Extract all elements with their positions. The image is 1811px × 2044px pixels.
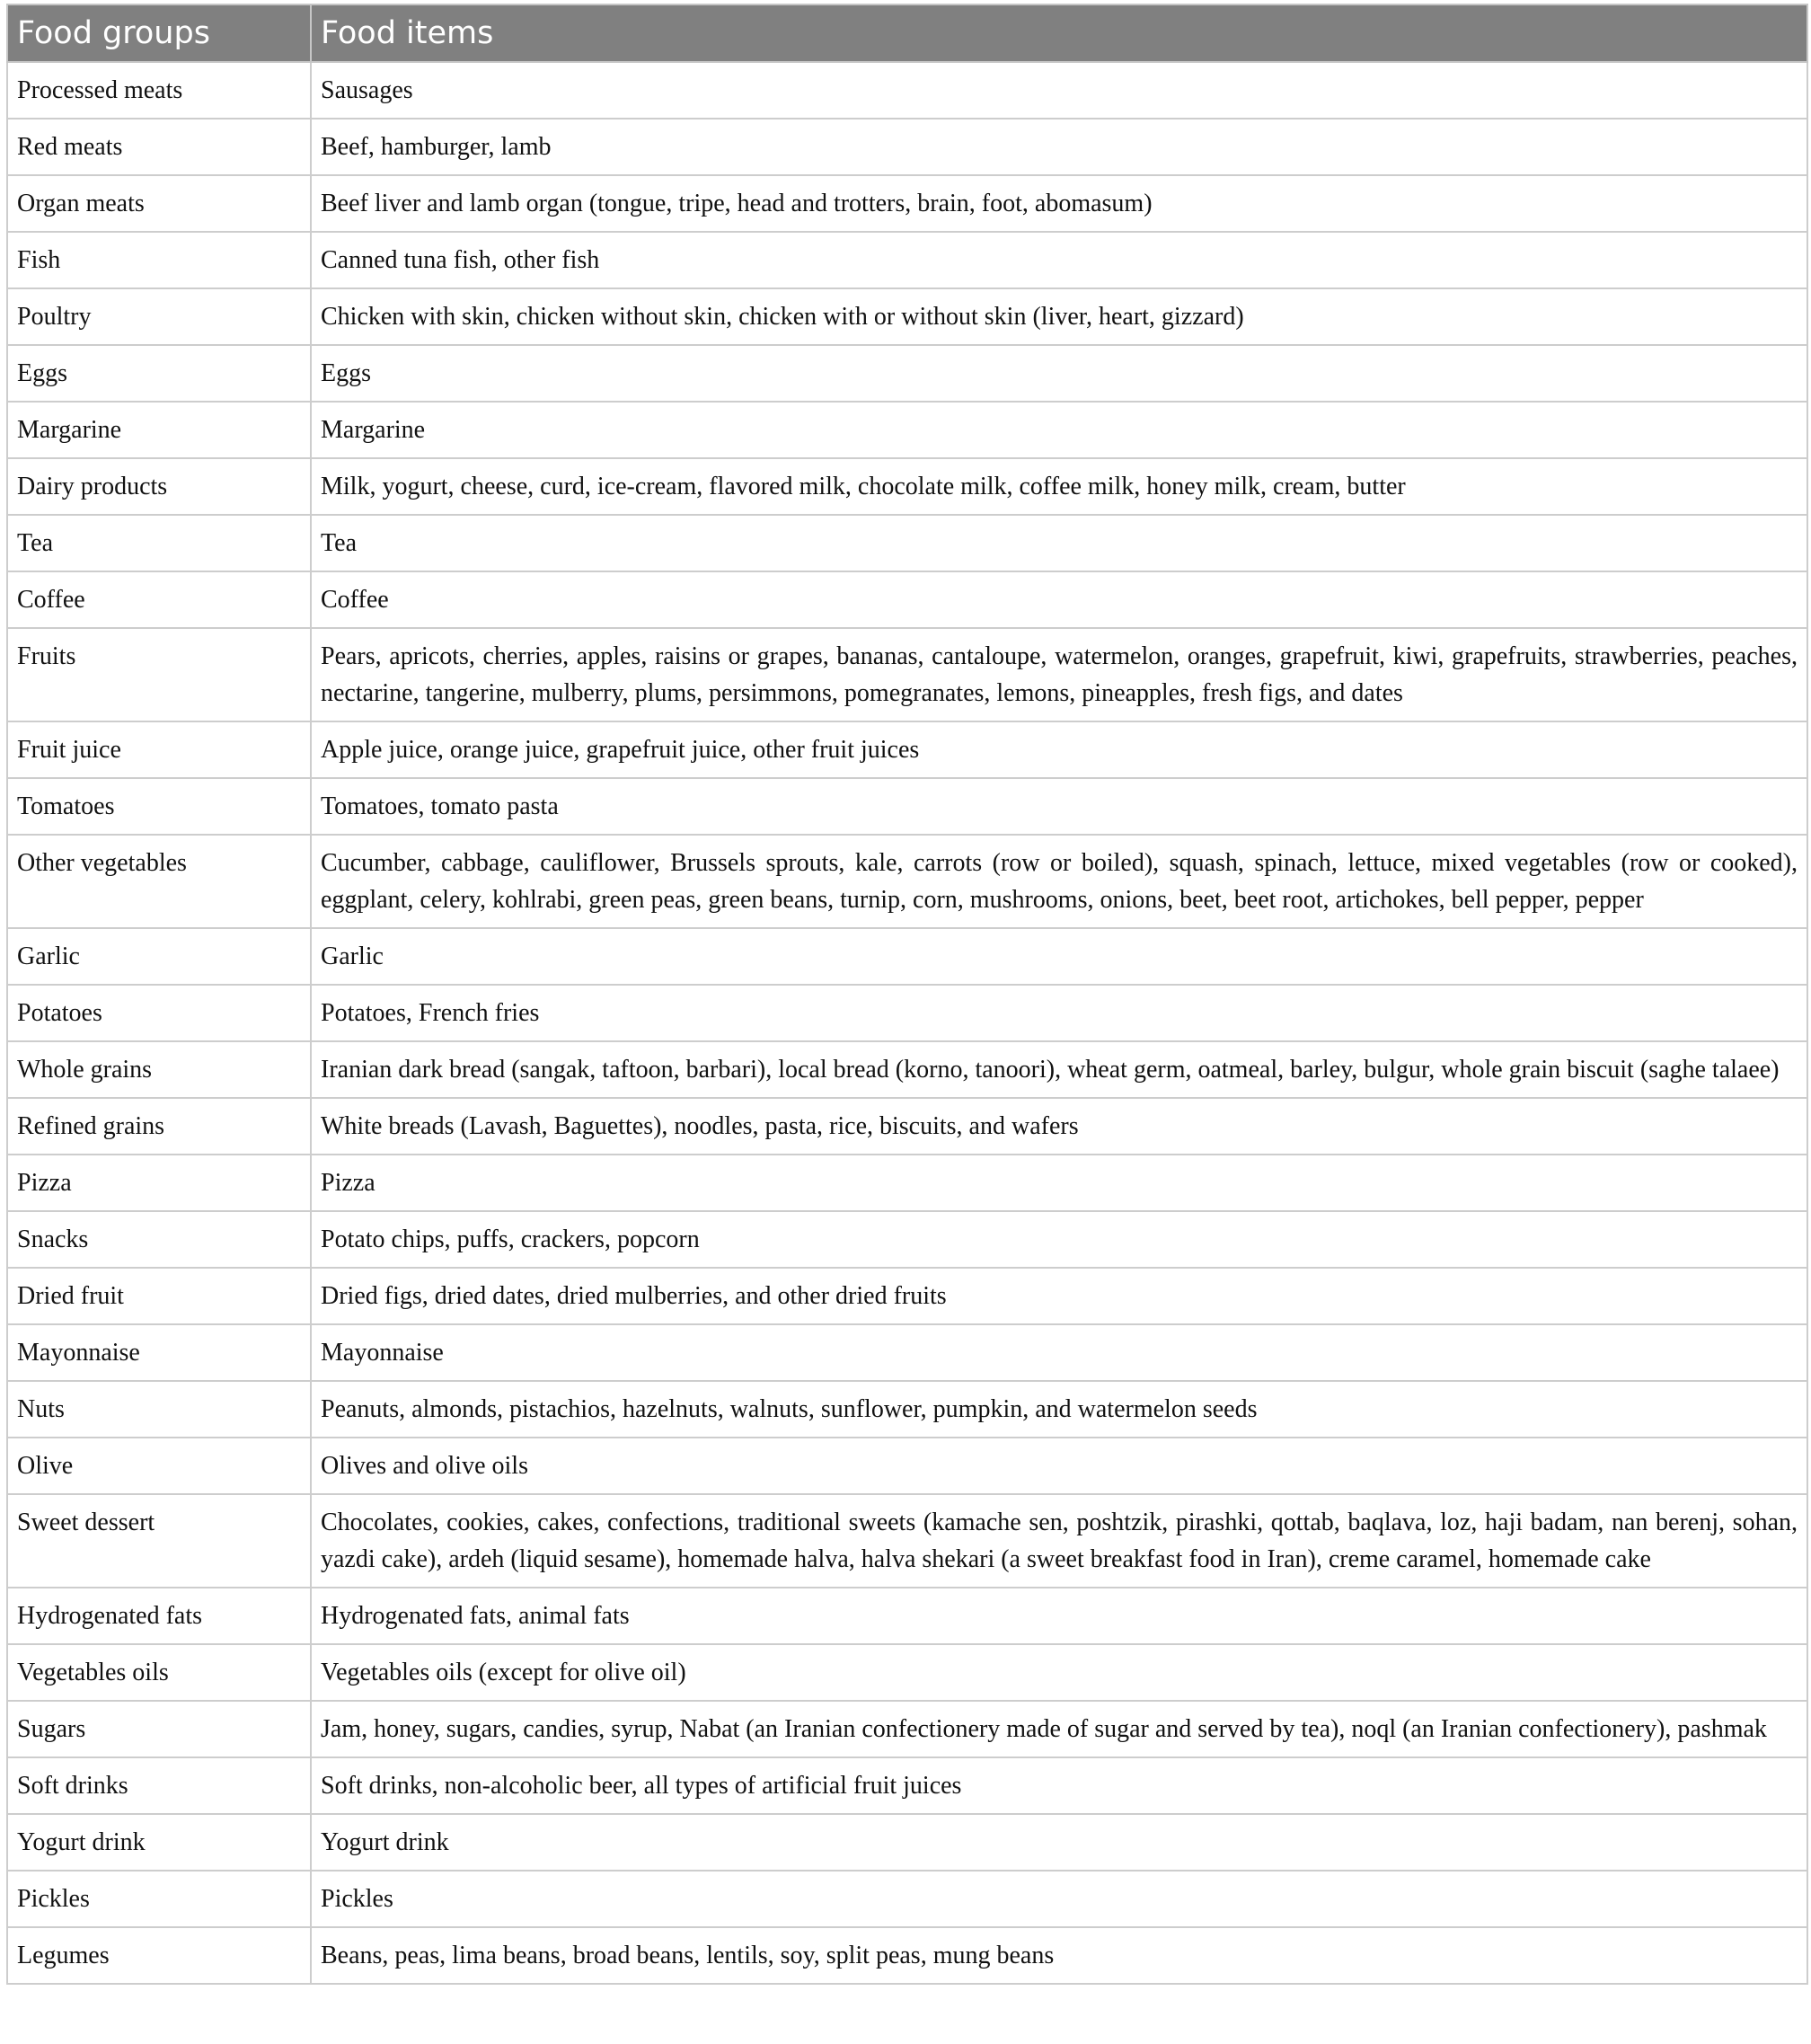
food-items-cell: Dried figs, dried dates, dried mulberries, and other dried fruits bbox=[311, 1268, 1807, 1324]
food-group-cell: Dairy products bbox=[7, 458, 311, 515]
table-row bbox=[7, 1098, 1807, 1155]
food-items-cell: Tea bbox=[311, 515, 1807, 571]
food-group-cell: Tea bbox=[7, 515, 311, 571]
table-row bbox=[7, 402, 1807, 458]
column-header-food-items: Food items bbox=[311, 4, 1807, 62]
table-row bbox=[7, 571, 1807, 628]
food-items-cell: Olives and olive oils bbox=[311, 1438, 1807, 1494]
table-row bbox=[7, 721, 1807, 778]
table-body bbox=[7, 62, 1807, 1984]
food-items-cell: Beef liver and lamb organ (tongue, tripe, head and trotters, brain, foot, abomasum) bbox=[311, 175, 1807, 232]
table-header bbox=[7, 4, 1807, 62]
food-group-cell: Margarine bbox=[7, 402, 311, 458]
food-group-cell: Olive bbox=[7, 1438, 311, 1494]
table-row bbox=[7, 458, 1807, 515]
table-row bbox=[7, 1871, 1807, 1927]
food-group-cell: Garlic bbox=[7, 928, 311, 985]
table-row bbox=[7, 345, 1807, 402]
food-group-cell: Whole grains bbox=[7, 1041, 311, 1098]
food-items-cell: Yogurt drink bbox=[311, 1814, 1807, 1871]
food-group-cell: Organ meats bbox=[7, 175, 311, 232]
table-row bbox=[7, 62, 1807, 119]
food-items-cell: Pickles bbox=[311, 1871, 1807, 1927]
food-group-cell: Nuts bbox=[7, 1381, 311, 1438]
table-row bbox=[7, 1438, 1807, 1494]
food-items-cell: Iranian dark bread (sangak, taftoon, barbari), local bread (korno, tanoori), wheat germ, oatmeal, barley, bulgur, whole grain biscuit (saghe talaee) bbox=[311, 1041, 1807, 1098]
food-items-cell: Potatoes, French fries bbox=[311, 985, 1807, 1041]
food-group-cell: Sweet dessert bbox=[7, 1494, 311, 1588]
food-group-cell: Soft drinks bbox=[7, 1757, 311, 1814]
table-row bbox=[7, 1211, 1807, 1268]
food-group-cell: Hydrogenated fats bbox=[7, 1588, 311, 1644]
food-group-cell: Yogurt drink bbox=[7, 1814, 311, 1871]
food-items-cell: Milk, yogurt, cheese, curd, ice-cream, flavored milk, chocolate milk, coffee milk, honey milk, cream, butter bbox=[311, 458, 1807, 515]
food-group-cell: Potatoes bbox=[7, 985, 311, 1041]
food-items-cell: Sausages bbox=[311, 62, 1807, 119]
food-group-cell: Dried fruit bbox=[7, 1268, 311, 1324]
table-row bbox=[7, 1814, 1807, 1871]
food-group-cell: Poultry bbox=[7, 288, 311, 345]
table-row bbox=[7, 928, 1807, 985]
food-items-cell: Potato chips, puffs, crackers, popcorn bbox=[311, 1211, 1807, 1268]
food-items-cell: Canned tuna fish, other fish bbox=[311, 232, 1807, 288]
food-group-cell: Fish bbox=[7, 232, 311, 288]
table-row bbox=[7, 1268, 1807, 1324]
table-row bbox=[7, 1155, 1807, 1211]
food-items-cell: Hydrogenated fats, animal fats bbox=[311, 1588, 1807, 1644]
food-items-cell: Coffee bbox=[311, 571, 1807, 628]
table-row bbox=[7, 288, 1807, 345]
food-items-cell: Garlic bbox=[311, 928, 1807, 985]
food-items-cell: Mayonnaise bbox=[311, 1324, 1807, 1381]
food-group-cell: Coffee bbox=[7, 571, 311, 628]
table-row bbox=[7, 119, 1807, 175]
food-group-cell: Processed meats bbox=[7, 62, 311, 119]
food-group-cell: Eggs bbox=[7, 345, 311, 402]
food-items-cell: Chicken with skin, chicken without skin, chicken with or without skin (liver, heart, gizzard) bbox=[311, 288, 1807, 345]
table-row bbox=[7, 628, 1807, 721]
food-items-cell: Vegetables oils (except for olive oil) bbox=[311, 1644, 1807, 1701]
table-row bbox=[7, 515, 1807, 571]
food-group-cell: Pizza bbox=[7, 1155, 311, 1211]
table-row bbox=[7, 1927, 1807, 1984]
food-group-cell: Refined grains bbox=[7, 1098, 311, 1155]
table-row bbox=[7, 1644, 1807, 1701]
table-row bbox=[7, 1381, 1807, 1438]
food-items-cell: Cucumber, cabbage, cauliflower, Brussels sprouts, kale, carrots (row or boiled), squash, spinach, lettuce, mixed vegetables (row or cooked), eggplant, celery, kohlrabi, green peas, green beans, turnip, corn, mushrooms, onions, beet, beet root, artichokes, bell pepper, pepper bbox=[311, 835, 1807, 928]
food-group-cell: Tomatoes bbox=[7, 778, 311, 835]
table-row bbox=[7, 1701, 1807, 1757]
food-group-cell: Legumes bbox=[7, 1927, 311, 1984]
food-items-cell: Apple juice, orange juice, grapefruit juice, other fruit juices bbox=[311, 721, 1807, 778]
food-items-cell: Peanuts, almonds, pistachios, hazelnuts, walnuts, sunflower, pumpkin, and watermelon seeds bbox=[311, 1381, 1807, 1438]
food-items-cell: Eggs bbox=[311, 345, 1807, 402]
food-items-cell: Beef, hamburger, lamb bbox=[311, 119, 1807, 175]
food-group-cell: Snacks bbox=[7, 1211, 311, 1268]
table-row bbox=[7, 175, 1807, 232]
table-row bbox=[7, 1757, 1807, 1814]
food-items-cell: Pears, apricots, cherries, apples, raisins or grapes, bananas, cantaloupe, watermelon, oranges, grapefruit, kiwi, grapefruits, strawberries, peaches, nectarine, tangerine, mulberry, plums, persimmons, pomegranates, lemons, pineapples, fresh figs, and dates bbox=[311, 628, 1807, 721]
table-row bbox=[7, 985, 1807, 1041]
food-items-cell: White breads (Lavash, Baguettes), noodles, pasta, rice, biscuits, and wafers bbox=[311, 1098, 1807, 1155]
food-group-cell: Pickles bbox=[7, 1871, 311, 1927]
food-items-cell: Soft drinks, non-alcoholic beer, all types of artificial fruit juices bbox=[311, 1757, 1807, 1814]
food-items-cell: Margarine bbox=[311, 402, 1807, 458]
table-row bbox=[7, 835, 1807, 928]
food-items-cell: Tomatoes, tomato pasta bbox=[311, 778, 1807, 835]
table-row bbox=[7, 1324, 1807, 1381]
table-row bbox=[7, 1588, 1807, 1644]
food-group-cell: Sugars bbox=[7, 1701, 311, 1757]
food-items-cell: Pizza bbox=[311, 1155, 1807, 1211]
food-group-cell: Fruit juice bbox=[7, 721, 311, 778]
food-items-cell: Beans, peas, lima beans, broad beans, lentils, soy, split peas, mung beans bbox=[311, 1927, 1807, 1984]
food-groups-table bbox=[6, 4, 1808, 1985]
table-row bbox=[7, 1494, 1807, 1588]
food-groups-table-container bbox=[6, 4, 1807, 1985]
column-header-food-groups: Food groups bbox=[7, 4, 311, 62]
food-group-cell: Vegetables oils bbox=[7, 1644, 311, 1701]
table-row bbox=[7, 1041, 1807, 1098]
food-group-cell: Fruits bbox=[7, 628, 311, 721]
table-row bbox=[7, 232, 1807, 288]
food-group-cell: Red meats bbox=[7, 119, 311, 175]
header-row bbox=[7, 4, 1807, 62]
food-group-cell: Other vegetables bbox=[7, 835, 311, 928]
table-row bbox=[7, 778, 1807, 835]
food-items-cell: Chocolates, cookies, cakes, confections, traditional sweets (kamache sen, poshtzik, pirashki, qottab, baqlava, loz, haji badam, nan berenj, sohan, yazdi cake), ardeh (liquid sesame), homemade halva, halva shekari (a sweet breakfast food in Iran), creme caramel, homemade cake bbox=[311, 1494, 1807, 1588]
food-items-cell: Jam, honey, sugars, candies, syrup, Nabat (an Iranian confectionery made of sugar and served by tea), noql (an Iranian confectionery), pashmak bbox=[311, 1701, 1807, 1757]
food-group-cell: Mayonnaise bbox=[7, 1324, 311, 1381]
